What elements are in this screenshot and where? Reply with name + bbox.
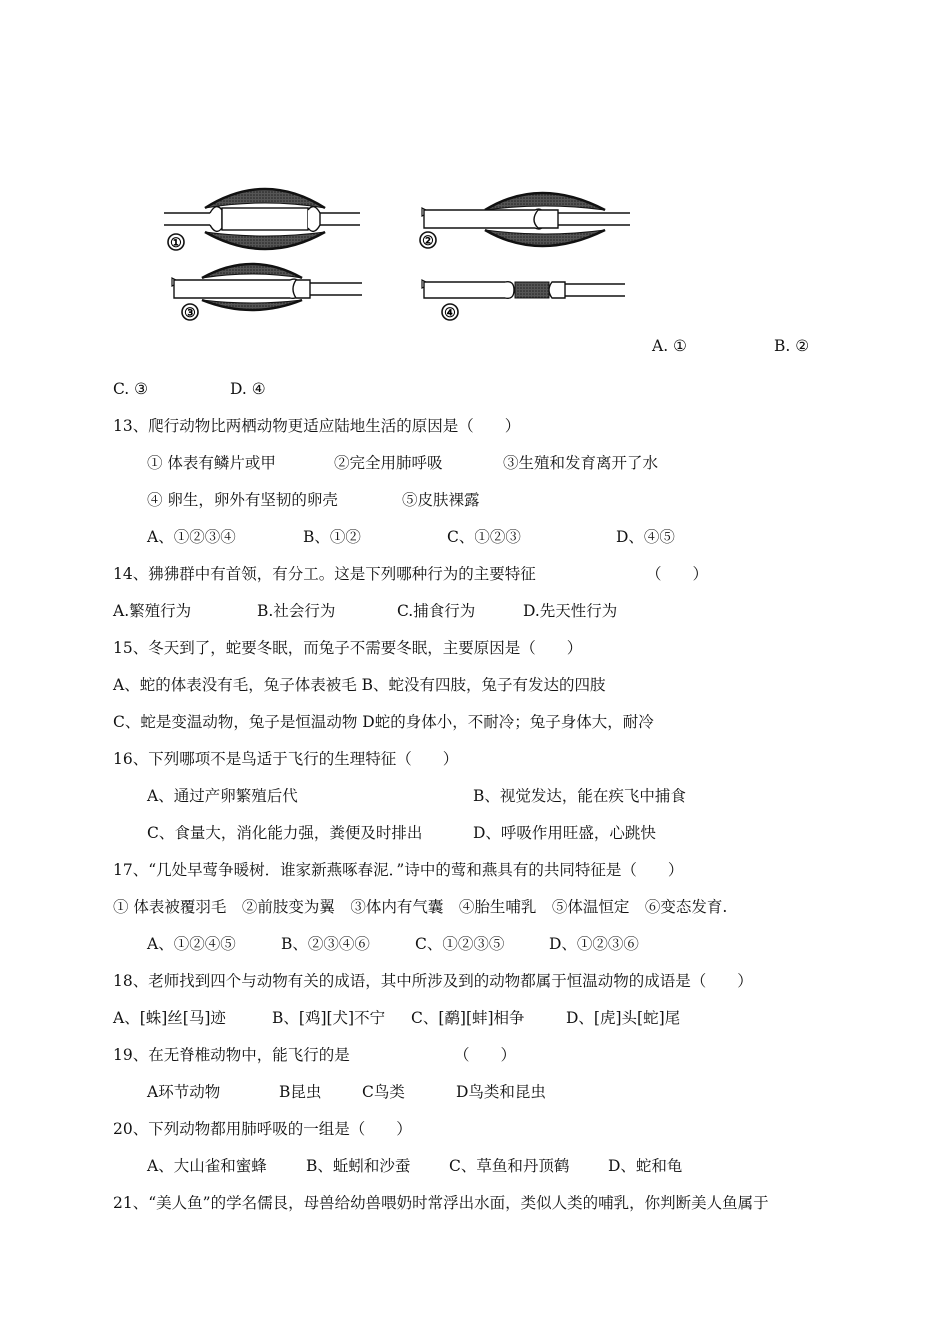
- q14-stem: 14、狒狒群中有首领，有分工。这是下列哪种行为的主要特征: [113, 565, 536, 583]
- q14-option-b: B.社会行为: [257, 602, 336, 620]
- q12-option-d: D. ④: [230, 380, 266, 398]
- diagram-label-3: ③: [184, 306, 196, 321]
- q13-item-3: ③生殖和发育离开了水: [503, 454, 659, 472]
- diagram-label-1: ①: [170, 236, 182, 251]
- q18-option-d: D、[虎]头[蛇]尾: [566, 1009, 681, 1027]
- q17-option-d: D、①②③⑥: [549, 935, 639, 953]
- q16-option-c: C、食量大，消化能力强，粪便及时排出: [147, 824, 423, 842]
- q20-option-d: D、蛇和龟: [608, 1157, 683, 1175]
- q16-stem: 16、下列哪项不是鸟适于飞行的生理特征（ ）: [113, 750, 459, 768]
- joint-structure-diagram: [160, 170, 640, 330]
- q19-answer-paren: （ ）: [454, 1046, 517, 1064]
- q19-option-d: D鸟类和昆虫: [456, 1083, 546, 1101]
- q13-option-a: A、①②③④: [147, 528, 236, 546]
- q17-option-a: A、①②④⑤: [147, 935, 236, 953]
- q15-options-cd: C、蛇是变温动物，兔子是恒温动物 D蛇的身体小，不耐冷；兔子身体大，耐冷: [113, 713, 654, 731]
- q17-option-b: B、②③④⑥: [281, 935, 370, 953]
- q14-option-c: C.捕食行为: [397, 602, 476, 620]
- q12-option-a: A. ①: [652, 337, 687, 355]
- q12-option-b: B. ②: [774, 337, 810, 355]
- q16-option-a: A、通过产卵繁殖后代: [147, 787, 298, 805]
- q15-options-ab: A、蛇的体表没有毛，兔子体表被毛 B、蛇没有四肢，兔子有发达的四肢: [113, 676, 606, 694]
- joint-diagram-1: [164, 189, 360, 249]
- joint-diagram-2: [422, 193, 630, 246]
- joint-diagram-3: [172, 264, 362, 310]
- q18-option-a: A、[蛛]丝[马]迹: [113, 1009, 226, 1027]
- q18-option-c: C、[鹬][蚌]相争: [411, 1009, 525, 1027]
- q19-option-b: B昆虫: [279, 1083, 322, 1101]
- q13-item-1: ① 体表有鳞片或甲: [147, 454, 276, 472]
- q14-answer-paren: （ ）: [646, 565, 709, 583]
- q17-option-c: C、①②③⑤: [415, 935, 505, 953]
- q20-option-a: A、大山雀和蜜蜂: [147, 1157, 267, 1175]
- q17-stem: 17、“几处早莺争暖树．谁家新燕啄春泥．”诗中的莺和燕具有的共同特征是（ ）: [113, 861, 684, 879]
- diagram-label-2: ②: [422, 234, 434, 249]
- q13-item-4: ④ 卵生，卵外有坚韧的卵壳: [147, 491, 338, 509]
- q20-stem: 20、下列动物都用肺呼吸的一组是（ ）: [113, 1120, 412, 1138]
- q19-option-a: A环节动物: [147, 1083, 221, 1101]
- q20-option-c: C、草鱼和丹顶鹤: [449, 1157, 570, 1175]
- q16-option-b: B、视觉发达，能在疾飞中捕食: [473, 787, 686, 805]
- q16-option-d: D、呼吸作用旺盛，心跳快: [473, 824, 656, 842]
- q13-item-5: ⑤皮肤裸露: [402, 491, 480, 509]
- q13-item-2: ②完全用肺呼吸: [334, 454, 443, 472]
- diagram-label-4: ④: [444, 306, 456, 321]
- q20-option-b: B、蚯蚓和沙蚕: [306, 1157, 411, 1175]
- q19-stem: 19、在无脊椎动物中，能飞行的是: [113, 1046, 350, 1064]
- q17-items: ① 体表被覆羽毛 ②前肢变为翼 ③体内有气囊 ④胎生哺乳 ⑤体温恒定 ⑥变态发育.: [113, 898, 728, 916]
- q13-option-d: D、④⑤: [616, 528, 675, 546]
- q13-option-b: B、①②: [303, 528, 361, 546]
- q13-stem: 13、爬行动物比两栖动物更适应陆地生活的原因是（ ）: [113, 417, 521, 435]
- q14-option-a: A.繁殖行为: [113, 602, 192, 620]
- q19-option-c: C鸟类: [362, 1083, 405, 1101]
- q12-option-c: C. ③: [113, 380, 149, 398]
- q13-option-c: C、①②③: [447, 528, 521, 546]
- q18-stem: 18、老师找到四个与动物有关的成语，其中所涉及到的动物都属于恒温动物的成语是（ ）: [113, 972, 753, 990]
- q14-option-d: D.先天性行为: [523, 602, 618, 620]
- joint-diagram-4: [422, 280, 625, 298]
- q18-option-b: B、[鸡][犬]不宁: [272, 1009, 386, 1027]
- q15-stem: 15、冬天到了，蛇要冬眠，而兔子不需要冬眠，主要原因是（ ）: [113, 639, 583, 657]
- q21-stem: 21、“美人鱼”的学名儒艮，母兽给幼兽喂奶时常浮出水面，类似人类的哺乳，你判断美人鱼属于: [113, 1194, 769, 1212]
